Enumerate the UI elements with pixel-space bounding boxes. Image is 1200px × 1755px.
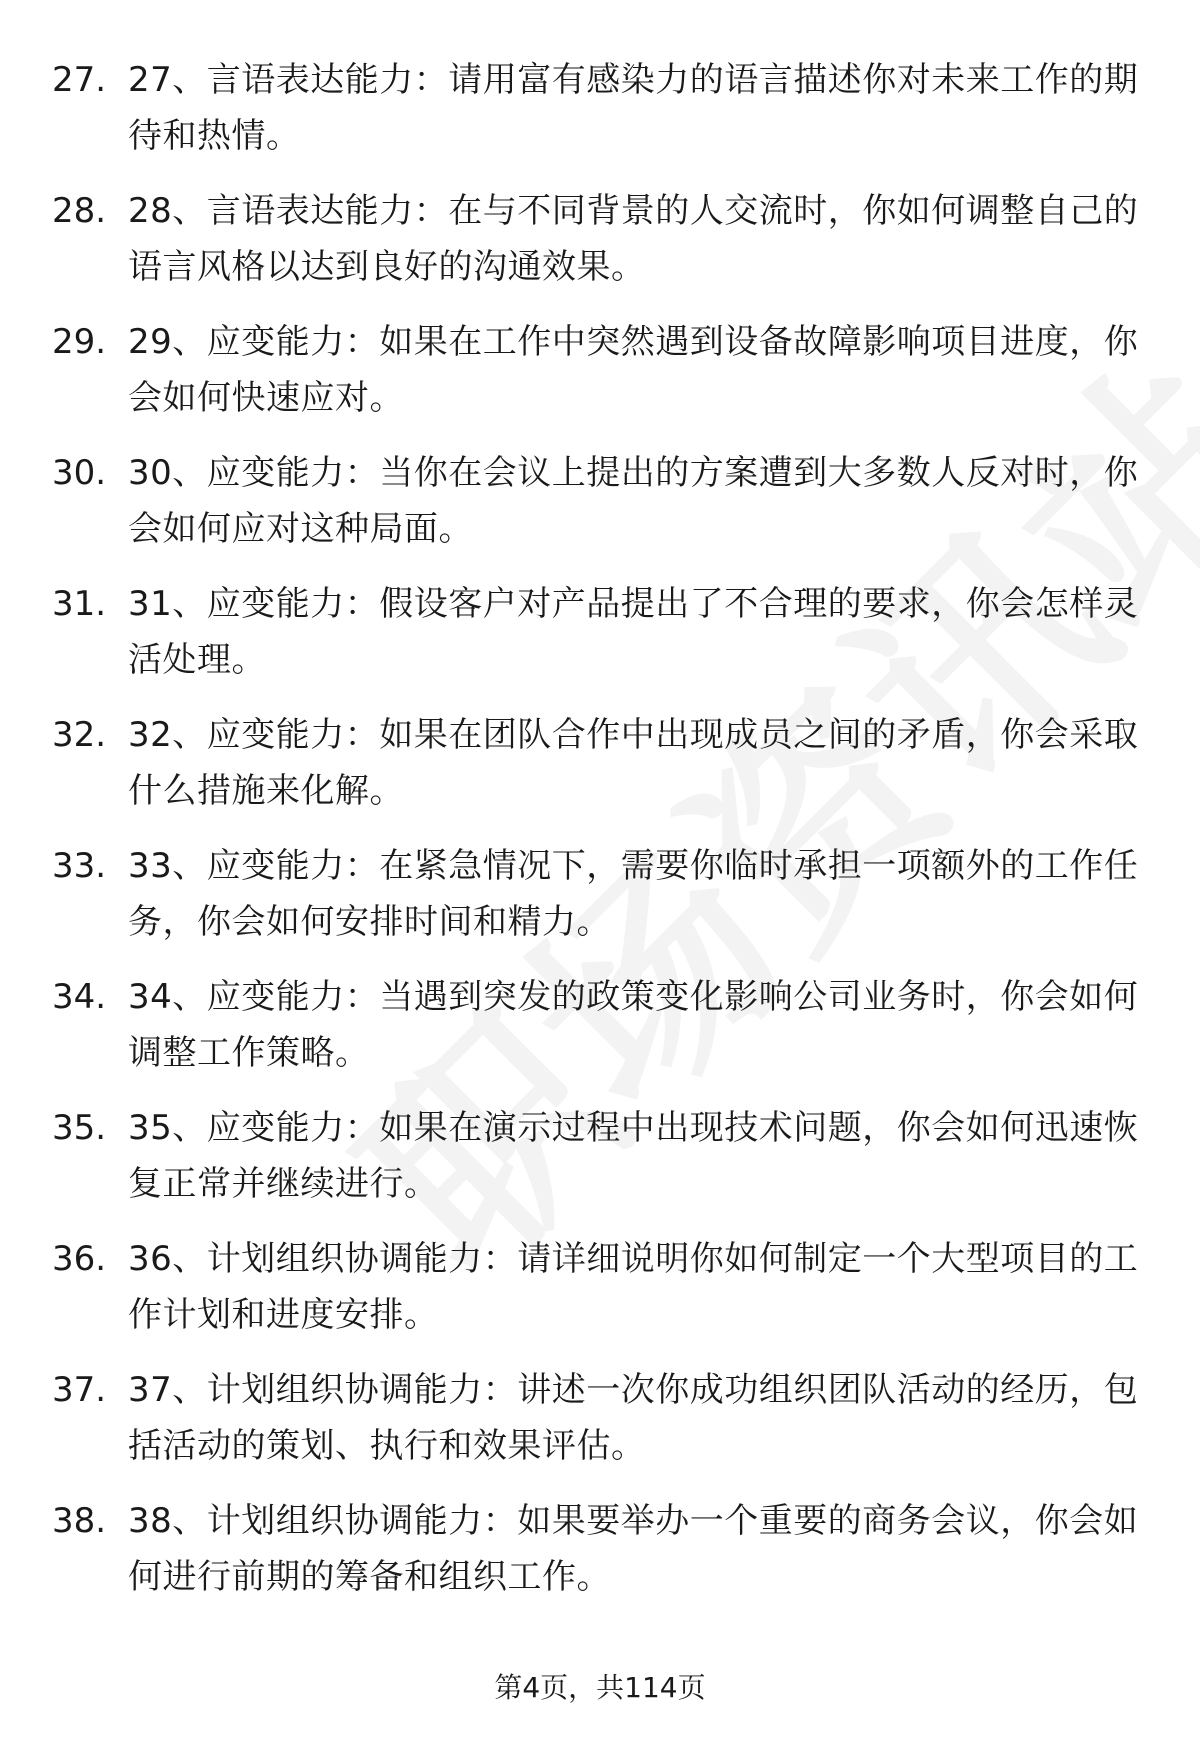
question-text: 35、应变能力：如果在演示过程中出现技术问题，你会如何迅速恢复正常并继续进行。 [128, 1108, 1139, 1204]
page-footer: 第4页，共114页 [494, 1671, 706, 1704]
question-list [0, 52, 1200, 1624]
question-text: 29、应变能力：如果在工作中突然遇到设备故障影响项目进度，你会如何快速应对。 [128, 322, 1139, 418]
list-item [0, 1493, 1200, 1624]
list-item [0, 576, 1200, 707]
question-number: 35. [52, 1108, 107, 1148]
question-text: 31、应变能力：假设客户对产品提出了不合理的要求，你会怎样灵活处理。 [128, 584, 1139, 680]
question-number: 30. [52, 453, 107, 493]
question-number: 31. [52, 584, 107, 624]
list-item [0, 52, 1200, 183]
question-number: 37. [52, 1370, 107, 1410]
list-item [0, 1362, 1200, 1493]
list-item [0, 183, 1200, 314]
question-text: 27、言语表达能力：请用富有感染力的语言描述你对未来工作的期待和热情。 [128, 60, 1139, 156]
question-text: 28、言语表达能力：在与不同背景的人交流时，你如何调整自己的语言风格以达到良好的沟通效果。 [128, 191, 1139, 287]
question-text: 33、应变能力：在紧急情况下，需要你临时承担一项额外的工作任务，你会如何安排时间和精力。 [128, 846, 1139, 942]
question-number: 34. [52, 977, 107, 1017]
list-item [0, 445, 1200, 576]
question-number: 27. [52, 60, 107, 100]
list-item [0, 1100, 1200, 1231]
question-text: 38、计划组织协调能力：如果要举办一个重要的商务会议，你会如何进行前期的筹备和组织工作。 [128, 1501, 1139, 1597]
question-text: 30、应变能力：当你在会议上提出的方案遭到大多数人反对时，你会如何应对这种局面。 [128, 453, 1139, 549]
question-text: 36、计划组织协调能力：请详细说明你如何制定一个大型项目的工作计划和进度安排。 [128, 1239, 1139, 1335]
question-number: 36. [52, 1239, 107, 1279]
question-number: 29. [52, 322, 107, 362]
question-number: 28. [52, 191, 107, 231]
question-text: 32、应变能力：如果在团队合作中出现成员之间的矛盾，你会采取什么措施来化解。 [128, 715, 1139, 811]
question-text: 37、计划组织协调能力：讲述一次你成功组织团队活动的经历，包括活动的策划、执行和效果评估。 [128, 1370, 1139, 1466]
list-item [0, 1231, 1200, 1362]
list-item [0, 314, 1200, 445]
question-text: 34、应变能力：当遇到突发的政策变化影响公司业务时，你会如何调整工作策略。 [128, 977, 1139, 1073]
question-number: 33. [52, 846, 107, 886]
question-number: 32. [52, 715, 107, 755]
list-item [0, 707, 1200, 838]
list-item [0, 838, 1200, 969]
list-item [0, 969, 1200, 1100]
question-number: 38. [52, 1501, 107, 1541]
